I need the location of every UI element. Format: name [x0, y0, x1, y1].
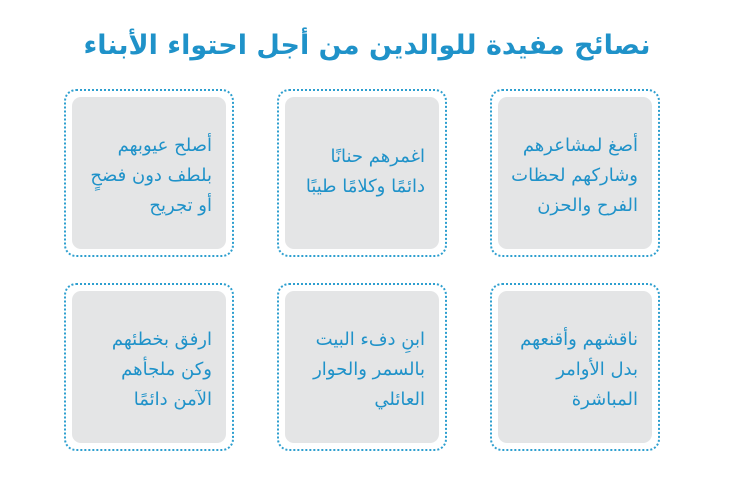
tip-card-home-warmth — [277, 283, 447, 451]
tip-text-line: اغمرهم حنانًا — [330, 146, 425, 167]
tip-card-body — [498, 97, 652, 249]
tip-text-line: ارفق بخطئهم — [111, 329, 212, 350]
tip-text-line: بلطف دون فضحٍ — [90, 165, 212, 186]
tip-card-body — [72, 291, 226, 443]
tip-card-body — [72, 97, 226, 249]
tip-text-line: الآمن دائمًا — [133, 389, 212, 410]
tip-text-line: بدل الأوامر — [556, 359, 638, 380]
tip-card-tenderness — [277, 89, 447, 257]
tip-card-listen — [490, 89, 660, 257]
tip-card-body — [498, 291, 652, 443]
tip-text-line: المباشرة — [571, 389, 638, 410]
tip-card-body — [285, 291, 439, 443]
page-title: نصائح مفيدة للوالدين من أجل احتواء الأبناء — [83, 30, 651, 61]
tip-text-line: ناقشهم وأقنعهم — [520, 329, 638, 350]
tip-text-line: أصغ لمشاعرهم — [522, 135, 638, 156]
tip-text-line: دائمًا وكلامًا طيبًا — [305, 176, 425, 197]
tip-text-line: وشاركهم لحظات — [511, 165, 638, 186]
tip-text-line: ابنِ دفء البيت — [315, 329, 425, 350]
tip-text-line: العائلي — [374, 389, 425, 410]
tip-text-line: وكن ملجأهم — [121, 359, 212, 380]
tip-card-discuss — [490, 283, 660, 451]
tip-card-correct-gently — [64, 89, 234, 257]
tip-text-line: الفرح والحزن — [537, 195, 638, 216]
tip-card-body — [285, 97, 439, 249]
tip-card-be-gentle — [64, 283, 234, 451]
tip-text-line: بالسمر والحوار — [313, 359, 425, 380]
tip-text-line: أصلح عيوبهم — [117, 135, 212, 156]
tip-text-line: أو تجريح — [149, 195, 212, 216]
